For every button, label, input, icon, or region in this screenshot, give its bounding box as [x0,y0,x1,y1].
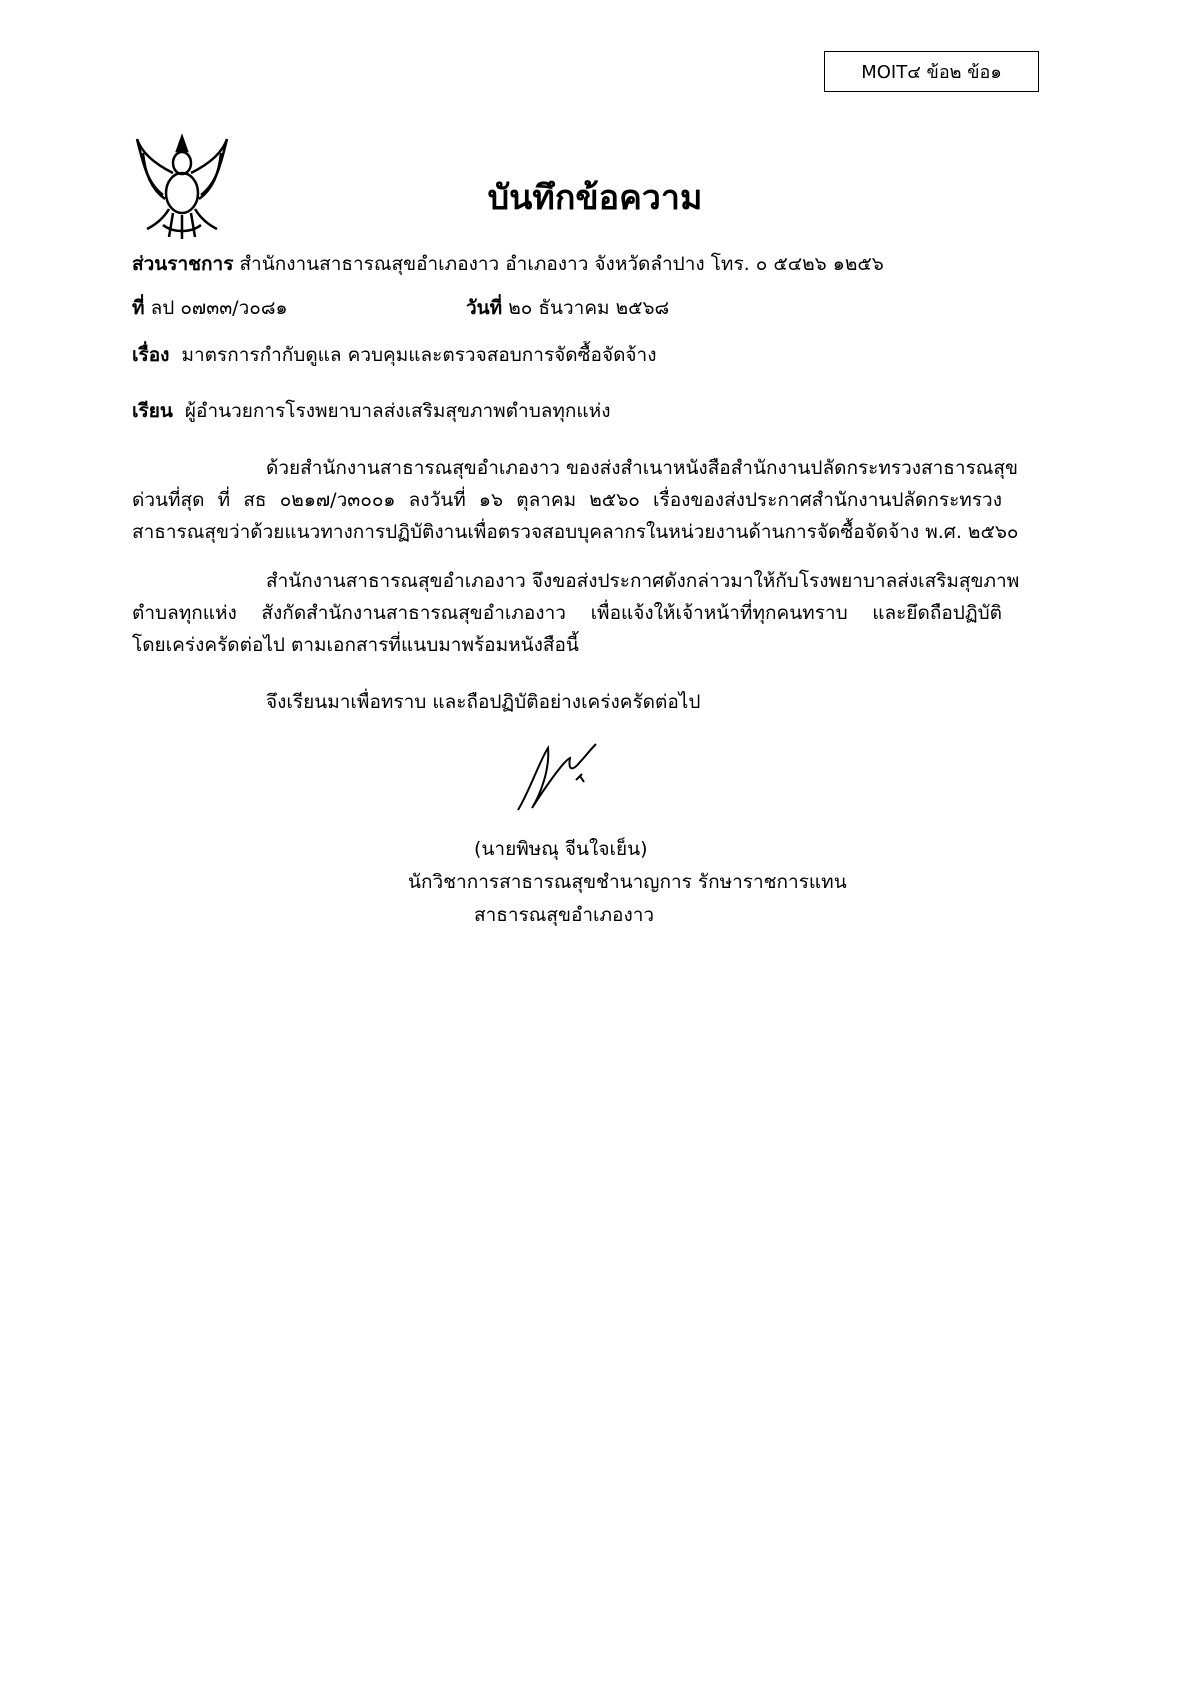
document-title: บันทึกข้อความ [487,178,703,218]
paragraph2-line: โดยเคร่งครัดต่อไป ตามเอกสารที่แนบมาพร้อมหนังสือนี้ [132,634,579,656]
date-label: วันที่ [466,297,503,319]
addressee-label: เรียน [132,400,173,422]
agency-line [132,249,884,279]
addressee-line [132,396,610,426]
subject-line [132,340,657,370]
signer-office: สาธารณสุขอำเภองาว [474,904,655,926]
number-value: ลป ๐๗๓๓/ว๐๘๑ [150,297,288,319]
reference-box: MOIT๔ ข้อ๒ ข้อ๑ [824,51,1039,92]
agency-value: สำนักงานสาธารณสุขอำเภองาว อำเภองาว จังหวัดลำปาง โทร. ๐ ๕๔๒๖ ๑๒๕๖ [239,253,884,275]
signer-position: นักวิชาการสาธารณสุขชำนาญการ รักษาราชการแทน [408,871,847,893]
paragraph1-line: ด้วยสำนักงานสาธารณสุขอำเภองาว ของส่งสำเนาหนังสือสำนักงานปลัดกระทรวงสาธารณสุข [266,457,1018,479]
date-value: ๒๐ ธันวาคม ๒๕๖๘ [508,297,670,319]
signature-icon [510,740,605,815]
signer-name: (นายพิษณุ จีนใจเย็น) [474,838,648,860]
number-line [132,293,288,323]
agency-label: ส่วนราชการ [132,253,234,275]
paragraph2-line: สำนักงานสาธารณสุขอำเภองาว จึงขอส่งประกาศดังกล่าวมาให้กับโรงพยาบาลส่งเสริมสุขภาพ [266,570,1020,592]
paragraph1-line: สาธารณสุขว่าด้วยแนวทางการปฏิบัติงานเพื่อตรวจสอบบุคลากรในหน่วยงานด้านการจัดซื้อจัดจ้าง พ.ศ. ๒๕๖๐ [132,521,1019,543]
addressee-value: ผู้อำนวยการโรงพยาบาลส่งเสริมสุขภาพตำบลทุกแห่ง [184,400,611,422]
paragraph2-line: ตำบลทุกแห่ง สังกัดสำนักงานสาธารณสุขอำเภองาว เพื่อแจ้งให้เจ้าหน้าที่ทุกคนทราบ และยึดถือปฏิบัติ [132,602,1002,624]
number-label: ที่ [132,297,145,319]
closing-line: จึงเรียนมาเพื่อทราบ และถือปฏิบัติอย่างเคร่งครัดต่อไป [266,691,701,713]
paragraph1-line: ด่วนที่สุด ที่ สธ ๐๒๑๗/ว๓๐๐๑ ลงวันที่ ๑๖ ตุลาคม ๒๕๖๐ เรื่องของส่งประกาศสำนักงานปลัดกระทรวง [132,489,1002,511]
subject-label: เรื่อง [132,344,170,366]
date-line [466,293,669,323]
subject-value: มาตรการกำกับดูแล ควบคุมและตรวจสอบการจัดซื้อจัดจ้าง [181,344,657,366]
